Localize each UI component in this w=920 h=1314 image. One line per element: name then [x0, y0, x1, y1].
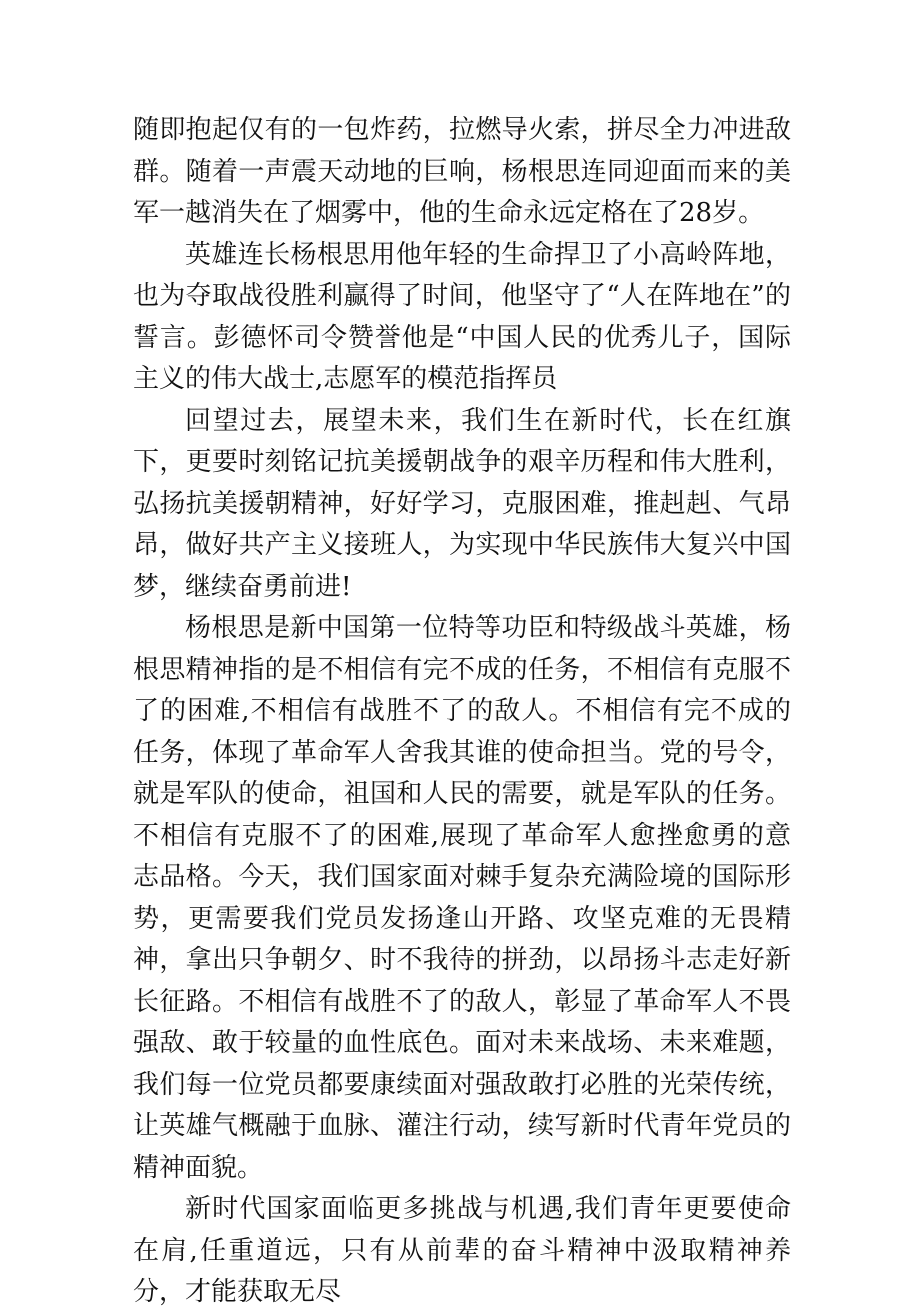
paragraph-1: 随即抱起仅有的一包炸药，拉燃导火索，拼尽全力冲进敌群。随着一声震天动地的巨响，杨根思连同迎面而来的美军一越消失在了烟雾中，他的生命永远定格在了28岁。: [133, 115, 791, 228]
paragraph-4: 杨根思是新中国第一位特等功臣和特级战斗英雄，杨根思精神指的是不相信有完不成的任务，不相信有克服不了的困难,不相信有战胜不了的敌人。不相信有完不成的任务，体现了革命军人舍我其谁的使命担当。党的号令，就是军队的使命，祖国和人民的需要，就是军队的任务。不相信有克服不了的困难,展现了革命军人愈挫愈勇的意志品格。今天，我们国家面对棘手复杂充满险境的国际形势，更需要我们党员发扬逢山开路、攻坚克难的无畏精神，拿出只争朝夕、时不我待的拼劲，以昂扬斗志走好新长征路。不相信有战胜不了的敌人，彰显了革命军人不畏强敌、敢于较量的血性底色。面对未来战场、未来难题，我们每一位党员都要康续面对强敌敢打必胜的光荣传统，让英雄气概融于血脉、灌注行动，续写新时代青年党员的精神面貌。: [133, 613, 791, 1183]
paragraph-5: 新时代国家面临更多挑战与机遇,我们青年更要使命在肩,任重道远，只有从前辈的奋斗精神中汲取精神养分，才能获取无尽: [133, 1194, 791, 1307]
paragraph-2: 英雄连长杨根思用他年轻的生命捍卫了小高岭阵地，也为夺取战役胜利赢得了时间，他坚守了“人在阵地在”的誓言。彭德怀司令赞誉他是“中国人民的优秀儿子，国际主义的伟大战士,志愿军的模范指挥员: [133, 239, 791, 394]
document-body: [133, 110, 791, 1314]
paragraph-3: 回望过去，展望未来，我们生在新时代，长在红旗下，更要时刻铭记抗美援朝战争的艰辛历程和伟大胜利，弘扬抗美援朝精神，好好学习，克服困难，推赳赳、气昂昂，做好共产主义接班人，为实现中华民族伟大复兴中国梦，继续奋勇前进!: [133, 405, 791, 602]
